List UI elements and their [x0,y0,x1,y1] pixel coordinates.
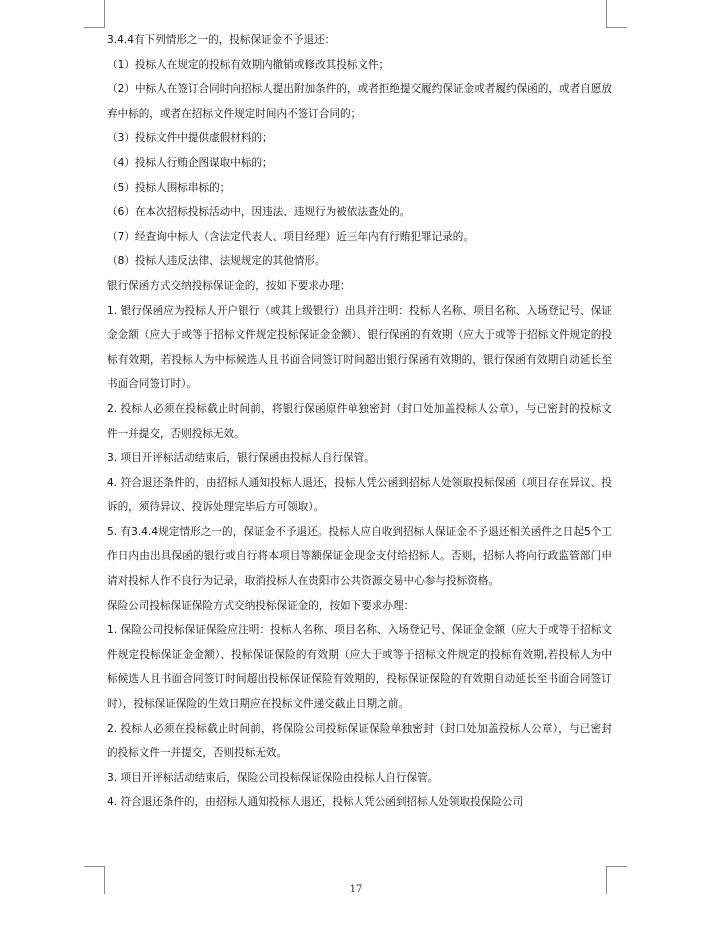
paragraph: （5）投标人围标串标的； [107,181,231,194]
crop-mark-bottom-left-horizontal [84,866,105,867]
paragraph: 1. 保险公司投标保证保险应注明：投标人名称、项目名称、入场登记号、保证金金额（应大于或等于招标文件规定投标保证金金额）、投标保证保险的有效期（应大于或等于招标文件规定的投标有效期,若投标人为中标候选人且书面合同签订时间超出投标保证保险有效期的，投标保证保险的有效期自动延长至书面合同签订时），投标保证保险的生效日期应在投标文件递交截止日期之前。 [107,624,612,711]
paragraph: 5. 有3.4.4规定情形之一的，保证金不予退还。投标人应自收到招标人保证金不予退还相关函件之日起5个工作日内由出具保函的银行或自行将本项目等额保证金现金支付给招标人。否则，招标人将向行政监管部门申请对投标人作不良行为记录，取消投标人在贵阳市公共资源交易中心参与投标资格。 [107,525,612,588]
crop-mark-top-left-vertical [104,0,105,28]
paragraph: 2. 投标人必须在投标截止时间前，将保险公司投标保证保险单独密封（封口处加盖投标人公章），与已密封的投标文件一并提交，否则投标无效。 [107,722,612,760]
paragraph: 3.4.4有下列情形之一的，投标保证金不予退还： [107,34,336,46]
page-number: 17 [349,884,363,895]
paragraph: 保险公司投标保证保险方式交纳投标保证金的，按如下要求办理： [107,599,415,612]
document-body [107,28,612,815]
paragraph: 2. 投标人必须在投标截止时间前，将银行保函原件单独密封（封口处加盖投标人公章），与已密封的投标文件一并提交，否则投标无效。 [107,402,612,440]
paragraph: （6）在本次招标投标活动中，因违法、违规行为被依法查处的。 [107,206,411,219]
crop-mark-top-left-horizontal [84,27,105,28]
paragraph: 4. 符合退还条件的，由招标人通知投标人退还，投标人凭公函到招标人处领取投保险公司 [107,796,524,809]
paragraph: （1）投标人在规定的投标有效期内撤销或修改其投标文件； [107,58,390,71]
paragraph: （2）中标人在签订合同时向招标人提出附加条件的，或者拒绝提交履约保证金或者履约保函的，或者自愿放弃中标的，或者在招标文件规定时间内不签订合同的； [107,83,612,120]
paragraph: 1. 银行保函应为投标人开户银行（或其上级银行）出具并注明：投标人名称、项目名称、入场登记号、保证金金额（应大于或等于招标文件规定投标保证金金额）、银行保函的有效期（应大于或等于招标文件规定的投标有效期，若投标人为中标候选人且书面合同签订时间超出银行保函有效期的，银行保函有效期自动延长至书面合同签订时）。 [107,304,612,391]
crop-mark-bottom-right-horizontal [606,866,627,867]
crop-mark-top-right-vertical [606,0,607,28]
paragraph: 3. 项目开评标活动结束后，保险公司投标保证保险由投标人自行保管。 [107,771,439,784]
paragraph: 4. 符合退还条件的，由招标人通知投标人退还，投标人凭公函到招标人处领取投标保函（项目存在异议、投诉的，须待异议、投诉处理完毕后方可领取）。 [107,476,612,514]
paragraph: （4）投标人行贿企图谋取中标的； [107,156,273,169]
paragraph: （3）投标文件中提供虚假材料的； [107,132,273,145]
paragraph: 银行保函方式交纳投标保证金的，按如下要求办理： [107,279,351,292]
paragraph: （7）经查询中标人（含法定代表人、项目经理）近三年内有行贿犯罪记录的。 [107,230,474,243]
paragraph: 3. 项目开评标活动结束后，银行保函由投标人自行保管。 [107,452,375,465]
paragraph: （8）投标人违反法律、法规规定的其他情形。 [107,255,326,268]
